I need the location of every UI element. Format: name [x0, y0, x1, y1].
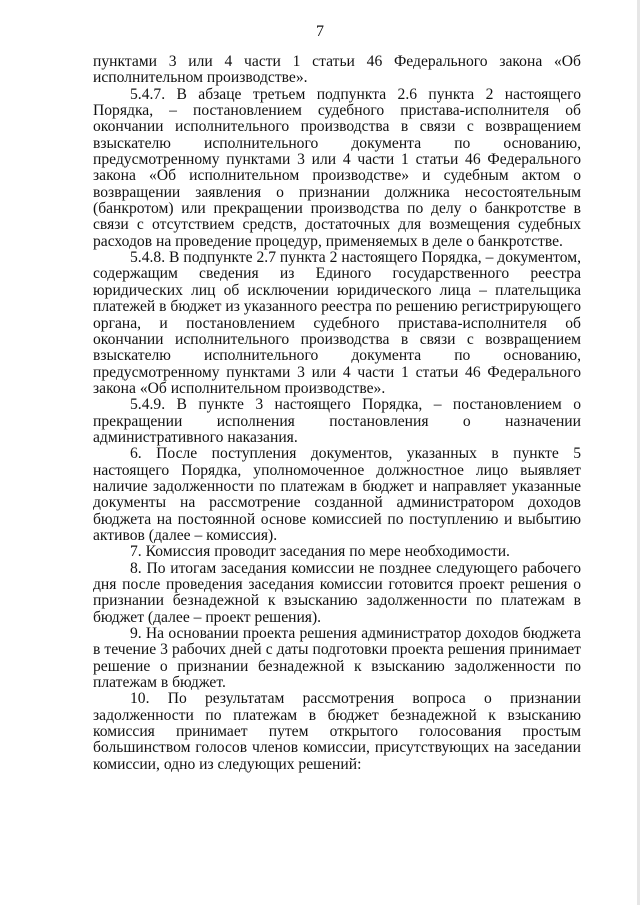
paragraph-8: 8. По итогам заседания комиссии не позднее следующего рабочего дня после проведения заседания комиссии готовится проект решения о признании безнадежной к взысканию задолженности по платежам в бюджет (далее – проект решения). — [93, 559, 581, 626]
paragraph-10: 10. По результатам рассмотрения вопроса о признании задолженности по платежам в бюджет безнадежной к взысканию комиссия принимает путем открытого голосования простым большинством голосов членов комиссии, присутствующих на заседании комиссии, одно из следующих решений: — [93, 690, 581, 773]
paragraph-5-4-9: 5.4.9. В пункте 3 настоящего Порядка, – постановлением о прекращении исполнения постановления о назначении административного наказания. — [93, 396, 581, 446]
paragraph-6: 6. После поступления документов, указанных в пункте 5 настоящего Порядка, уполномоченное должностное лицо выявляет наличие задолженности по платежам в бюджет и направляет указанные документы на рассмотрение созданной администратором доходов бюджета на постоянной основе комиссией по поступлению и выбытию активов (далее – комиссия). — [93, 445, 581, 544]
document-body — [93, 54, 581, 773]
paragraph-continuation: пунктами 3 или 4 части 1 статьи 46 Федерального закона «Об исполнительном производстве». — [93, 53, 581, 87]
paragraph-5-4-8: 5.4.8. В подпункте 2.7 пункта 2 настоящего Порядка, – документом, содержащим сведения из Единого государственного реестра юридических лиц об исключении юридического лица – плательщика платежей в бюджет из указанного реестра по решению регистрирующего органа, и постановлением судебного пристава-исполнителя об окончании исполнительного производства в связи с возвращением взыскателю исполнительного документа по основанию, предусмотренному пунктами 3 или 4 части 1 статьи 46 Федерального закона «Об исполнительном производстве». — [93, 249, 581, 397]
paragraph-7: 7. Комиссия проводит заседания по мере необходимости. — [130, 543, 510, 561]
page-number: 7 — [316, 23, 324, 40]
paragraph-5-4-7: 5.4.7. В абзаце третьем подпункта 2.6 пункта 2 настоящего Порядка, – постановлением судебного пристава-исполнителя об окончании исполнительного производства в связи с возвращением взыскателю исполнительного документа по основанию, предусмотренному пунктами 3 или 4 части 1 статьи 46 Федерального закона «Об исполнительном производстве» и судебным актом о возвращении заявления о признании должника несостоятельным (банкротом) или прекращении производства по делу о банкротстве в связи с отсутствием средств, достаточных для возмещения судебных расходов на проведение процедур, применяемых в деле о банкротстве. — [93, 85, 581, 250]
paragraph-9: 9. На основании проекта решения администратор доходов бюджета в течение 3 рабочих дней с даты подготовки проекта решения принимает решение о признании безнадежной к взысканию задолженности по платежам в бюджет. — [93, 625, 581, 692]
